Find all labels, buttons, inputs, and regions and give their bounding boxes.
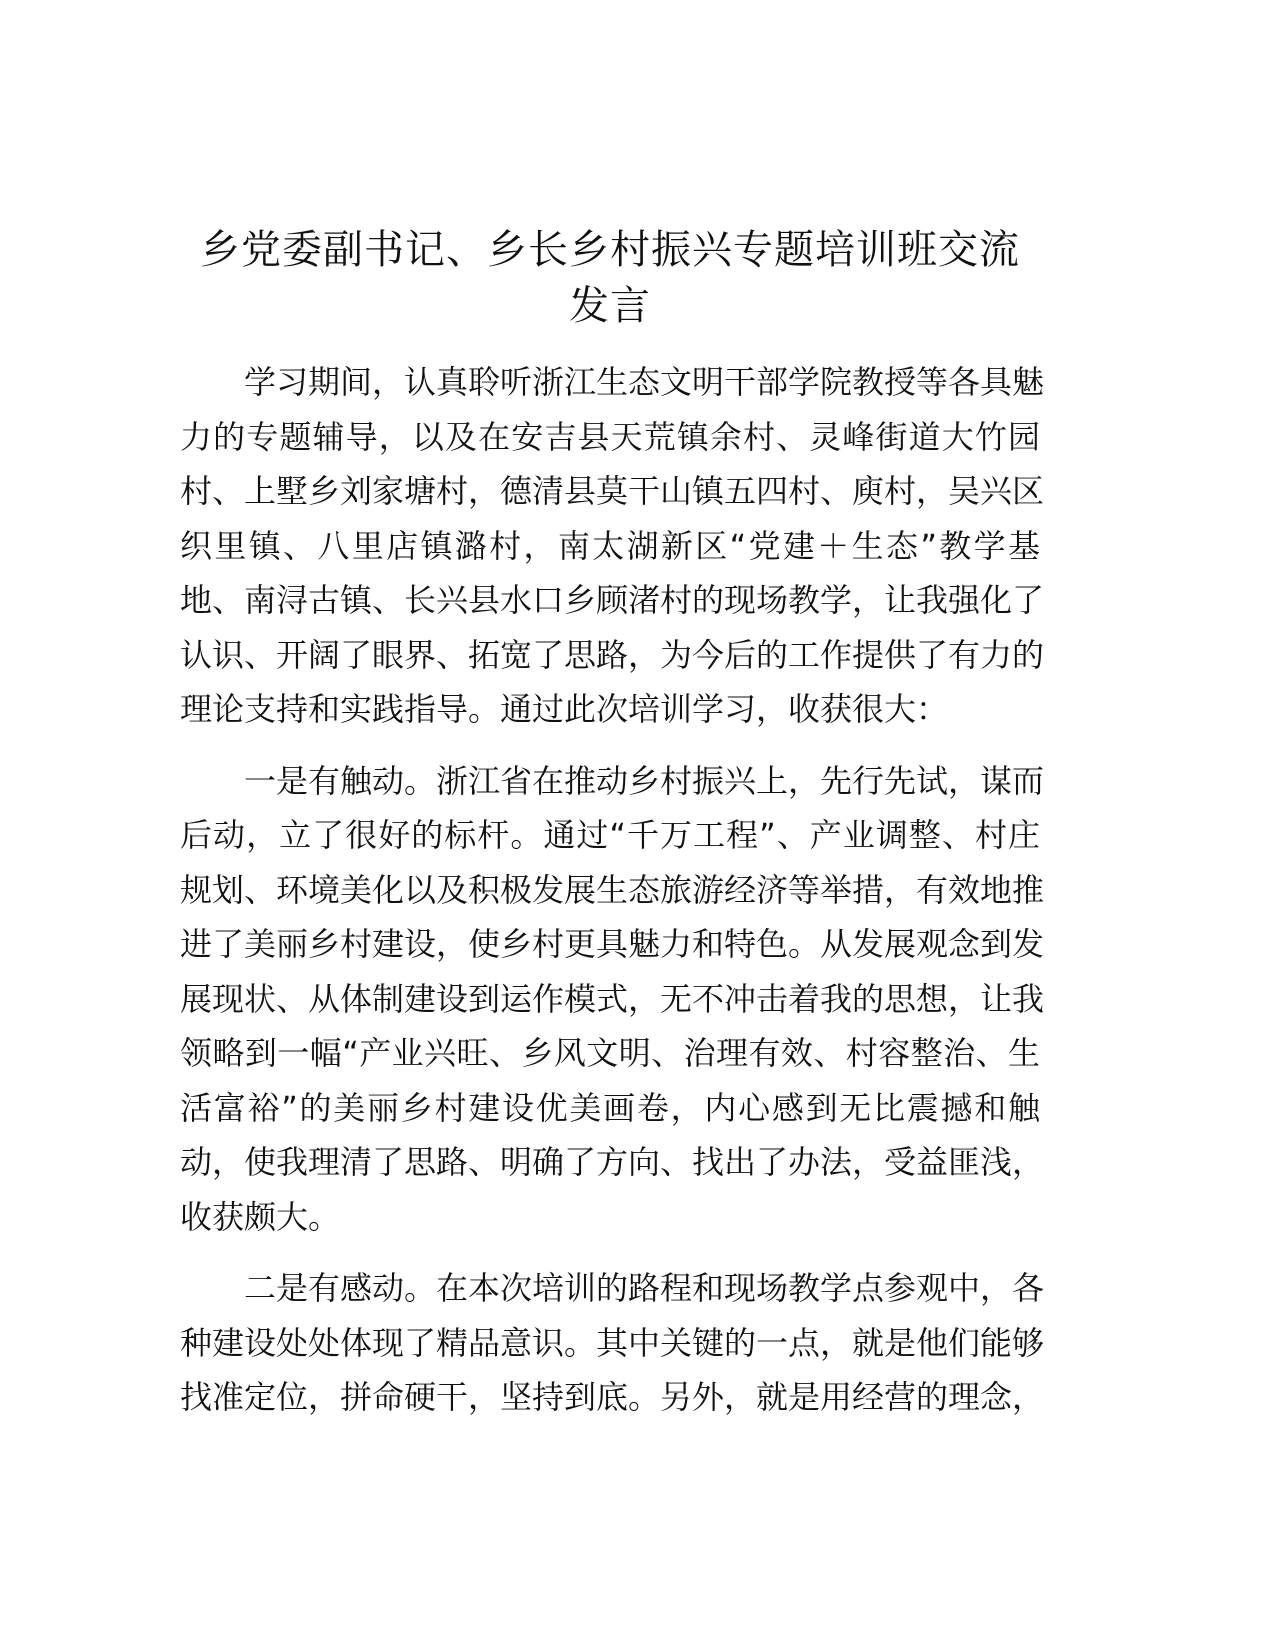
text-line: 地、南浔古镇、长兴县水口乡顾渚村的现场教学，让我强化了: [180, 581, 1045, 619]
title-line-1: 乡党委副书记、乡长乡村振兴专题培训班交流: [200, 227, 1020, 273]
paragraph-moved: [180, 1261, 1045, 1425]
document-page: [180, 0, 1045, 1650]
paragraph-touched: [180, 754, 1045, 1245]
text-line: 一是有触动。浙江省在推动乡村振兴上，先行先试，谋而: [244, 761, 1045, 800]
text-line: 学习期间，认真聆听浙江生态文明干部学院教授等各具魅: [244, 363, 1045, 401]
text-line: 活富裕”的美丽乡村建设优美画卷，内心感到无比震撼和触: [180, 1088, 1040, 1127]
paragraph-study-period: [180, 355, 1045, 737]
text-line: 领略到一幅“产业兴旺、乡风文明、治理有效、村容整治、生: [180, 1034, 1040, 1072]
text-line: 村、上墅乡刘家塘村，德清县莫干山镇五四村、庾村，吴兴区: [180, 472, 1045, 510]
text-line: 展现状、从体制建设到运作模式，无不冲击着我的思想，让我: [180, 979, 1045, 1018]
page-title: [180, 222, 1040, 334]
text-line: 后动，立了很好的标杆。通过“千万工程”、产业调整、村庄: [180, 816, 1040, 854]
text-line: 种建设处处体现了精品意识。其中关键的一点，就是他们能够: [180, 1323, 1045, 1362]
text-line: 收获颇大。: [180, 1197, 341, 1236]
text-line: 认识、开阔了眼界、拓宽了思路，为今后的工作提供了有力的: [180, 635, 1045, 674]
text-line: 进了美丽乡村建设，使乡村更具魅力和特色。从发展观念到发: [180, 925, 1045, 963]
text-line: 织里镇、八里店镇潞村，南太湖新区“党建＋生态”教学基: [180, 526, 1040, 565]
text-line: 找准定位，拼命硬干，坚持到底。另外，就是用经营的理念，: [180, 1378, 1045, 1416]
text-line: 理论支持和实践指导。通过此次培训学习，收获很大：: [180, 690, 949, 728]
text-line: 二是有感动。在本次培训的路程和现场教学点参观中，各: [244, 1269, 1045, 1307]
text-line: 动，使我理清了思路、明确了方向、找出了办法，受益匪浅，: [180, 1143, 1045, 1181]
text-line: 规划、环境美化以及积极发展生态旅游经济等举措，有效地推: [180, 870, 1045, 909]
body-text: [180, 355, 1045, 1442]
title-line-2: 发言: [569, 283, 651, 329]
text-line: 力的专题辅导，以及在安吉县天荒镇余村、灵峰街道大竹园: [180, 417, 1040, 456]
